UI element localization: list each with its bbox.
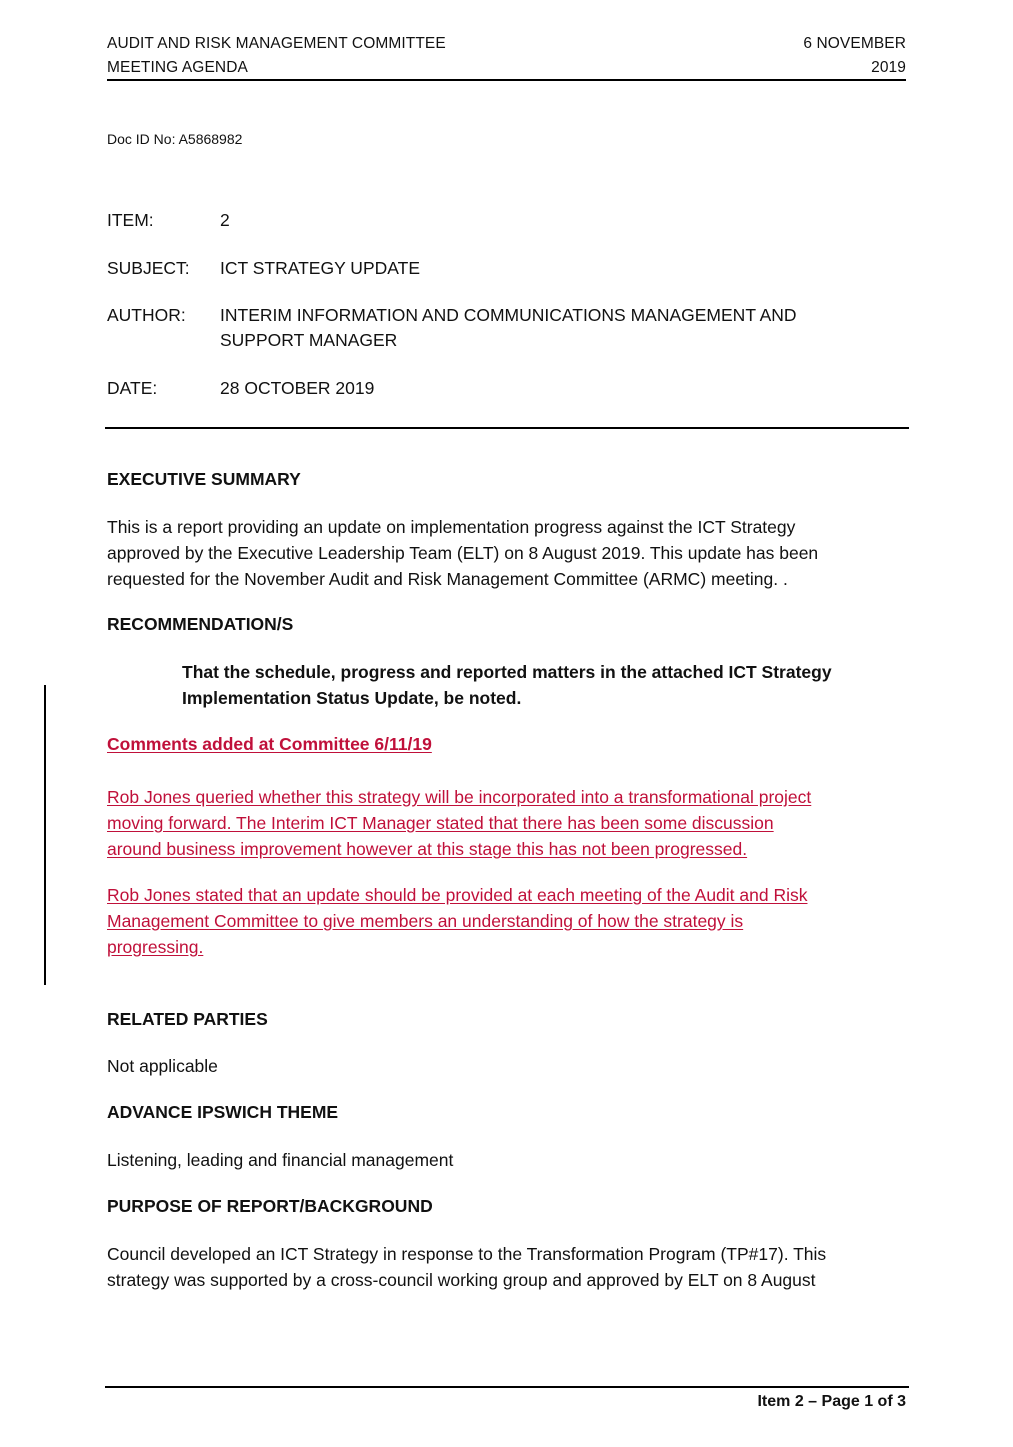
date-label: DATE:	[107, 378, 158, 398]
text-line: Management Committee to give members an understanding of how the strategy is	[107, 911, 744, 931]
page-footer: Item 2 – Page 1 of 3	[757, 1393, 906, 1410]
purpose-text	[107, 1241, 927, 1293]
meta-rule	[105, 427, 909, 429]
purpose-heading: PURPOSE OF REPORT/BACKGROUND	[107, 1196, 433, 1216]
text-line: around business improvement however at this stage this has not been progressed.	[107, 839, 748, 859]
doc-id: Doc ID No: A5868982	[107, 131, 243, 147]
executive-summary-text	[107, 514, 917, 592]
recommendation-text	[182, 659, 922, 711]
recommendation-heading: RECOMMENDATION/S	[107, 614, 294, 634]
text-line: progressing.	[107, 937, 204, 957]
text-line: This is a report providing an update on implementation progress against the ICT Strategy	[107, 517, 796, 537]
item-value: 2	[220, 210, 230, 230]
advance-theme-text: Listening, leading and financial management	[107, 1150, 454, 1170]
author-line: SUPPORT MANAGER	[220, 330, 398, 350]
text-line: Rob Jones queried whether this strategy will be incorporated into a transformational project	[107, 787, 812, 807]
executive-summary-heading: EXECUTIVE SUMMARY	[107, 469, 301, 489]
related-parties-heading: RELATED PARTIES	[107, 1009, 268, 1029]
subject-value: ICT STRATEGY UPDATE	[220, 258, 420, 278]
committee-name: AUDIT AND RISK MANAGEMENT COMMITTEE	[107, 35, 446, 52]
related-parties-text: Not applicable	[107, 1056, 218, 1076]
header-left	[107, 32, 446, 80]
text-line: That the schedule, progress and reported matters in the attached ICT Strategy	[182, 662, 832, 682]
subject-label: SUBJECT:	[107, 258, 190, 278]
header-right	[803, 32, 906, 80]
author-line: INTERIM INFORMATION AND COMMUNICATIONS MANAGEMENT AND	[220, 305, 797, 325]
footer-rule	[105, 1386, 909, 1388]
text-line: requested for the November Audit and Risk Management Committee (ARMC) meeting. .	[107, 569, 788, 589]
date-value: 28 OCTOBER 2019	[220, 378, 375, 398]
text-line: moving forward. The Interim ICT Manager stated that there has been some discussion	[107, 813, 774, 833]
author-label: AUTHOR:	[107, 305, 186, 325]
text-line: strategy was supported by a cross-council working group and approved by ELT on 8 August	[107, 1270, 816, 1290]
meeting-date-day: 6 NOVEMBER	[803, 35, 906, 52]
text-line: approved by the Executive Leadership Team (ELT) on 8 August 2019. This update has been	[107, 543, 819, 563]
meeting-date-year: 2019	[871, 59, 906, 76]
text-line: Rob Jones stated that an update should be provided at each meeting of the Audit and Risk	[107, 885, 808, 905]
agenda-label: MEETING AGENDA	[107, 59, 248, 76]
author-value	[220, 303, 797, 353]
item-label: ITEM:	[107, 210, 154, 230]
text-line: Council developed an ICT Strategy in response to the Transformation Program (TP#17). This	[107, 1244, 827, 1264]
comment-paragraph-2	[107, 882, 927, 960]
text-line: Implementation Status Update, be noted.	[182, 688, 522, 708]
header-rule	[107, 79, 906, 81]
change-bar	[44, 685, 46, 985]
comment-paragraph-1	[107, 784, 927, 862]
comments-heading: Comments added at Committee 6/11/19	[107, 734, 432, 754]
advance-theme-heading: ADVANCE IPSWICH THEME	[107, 1102, 339, 1122]
